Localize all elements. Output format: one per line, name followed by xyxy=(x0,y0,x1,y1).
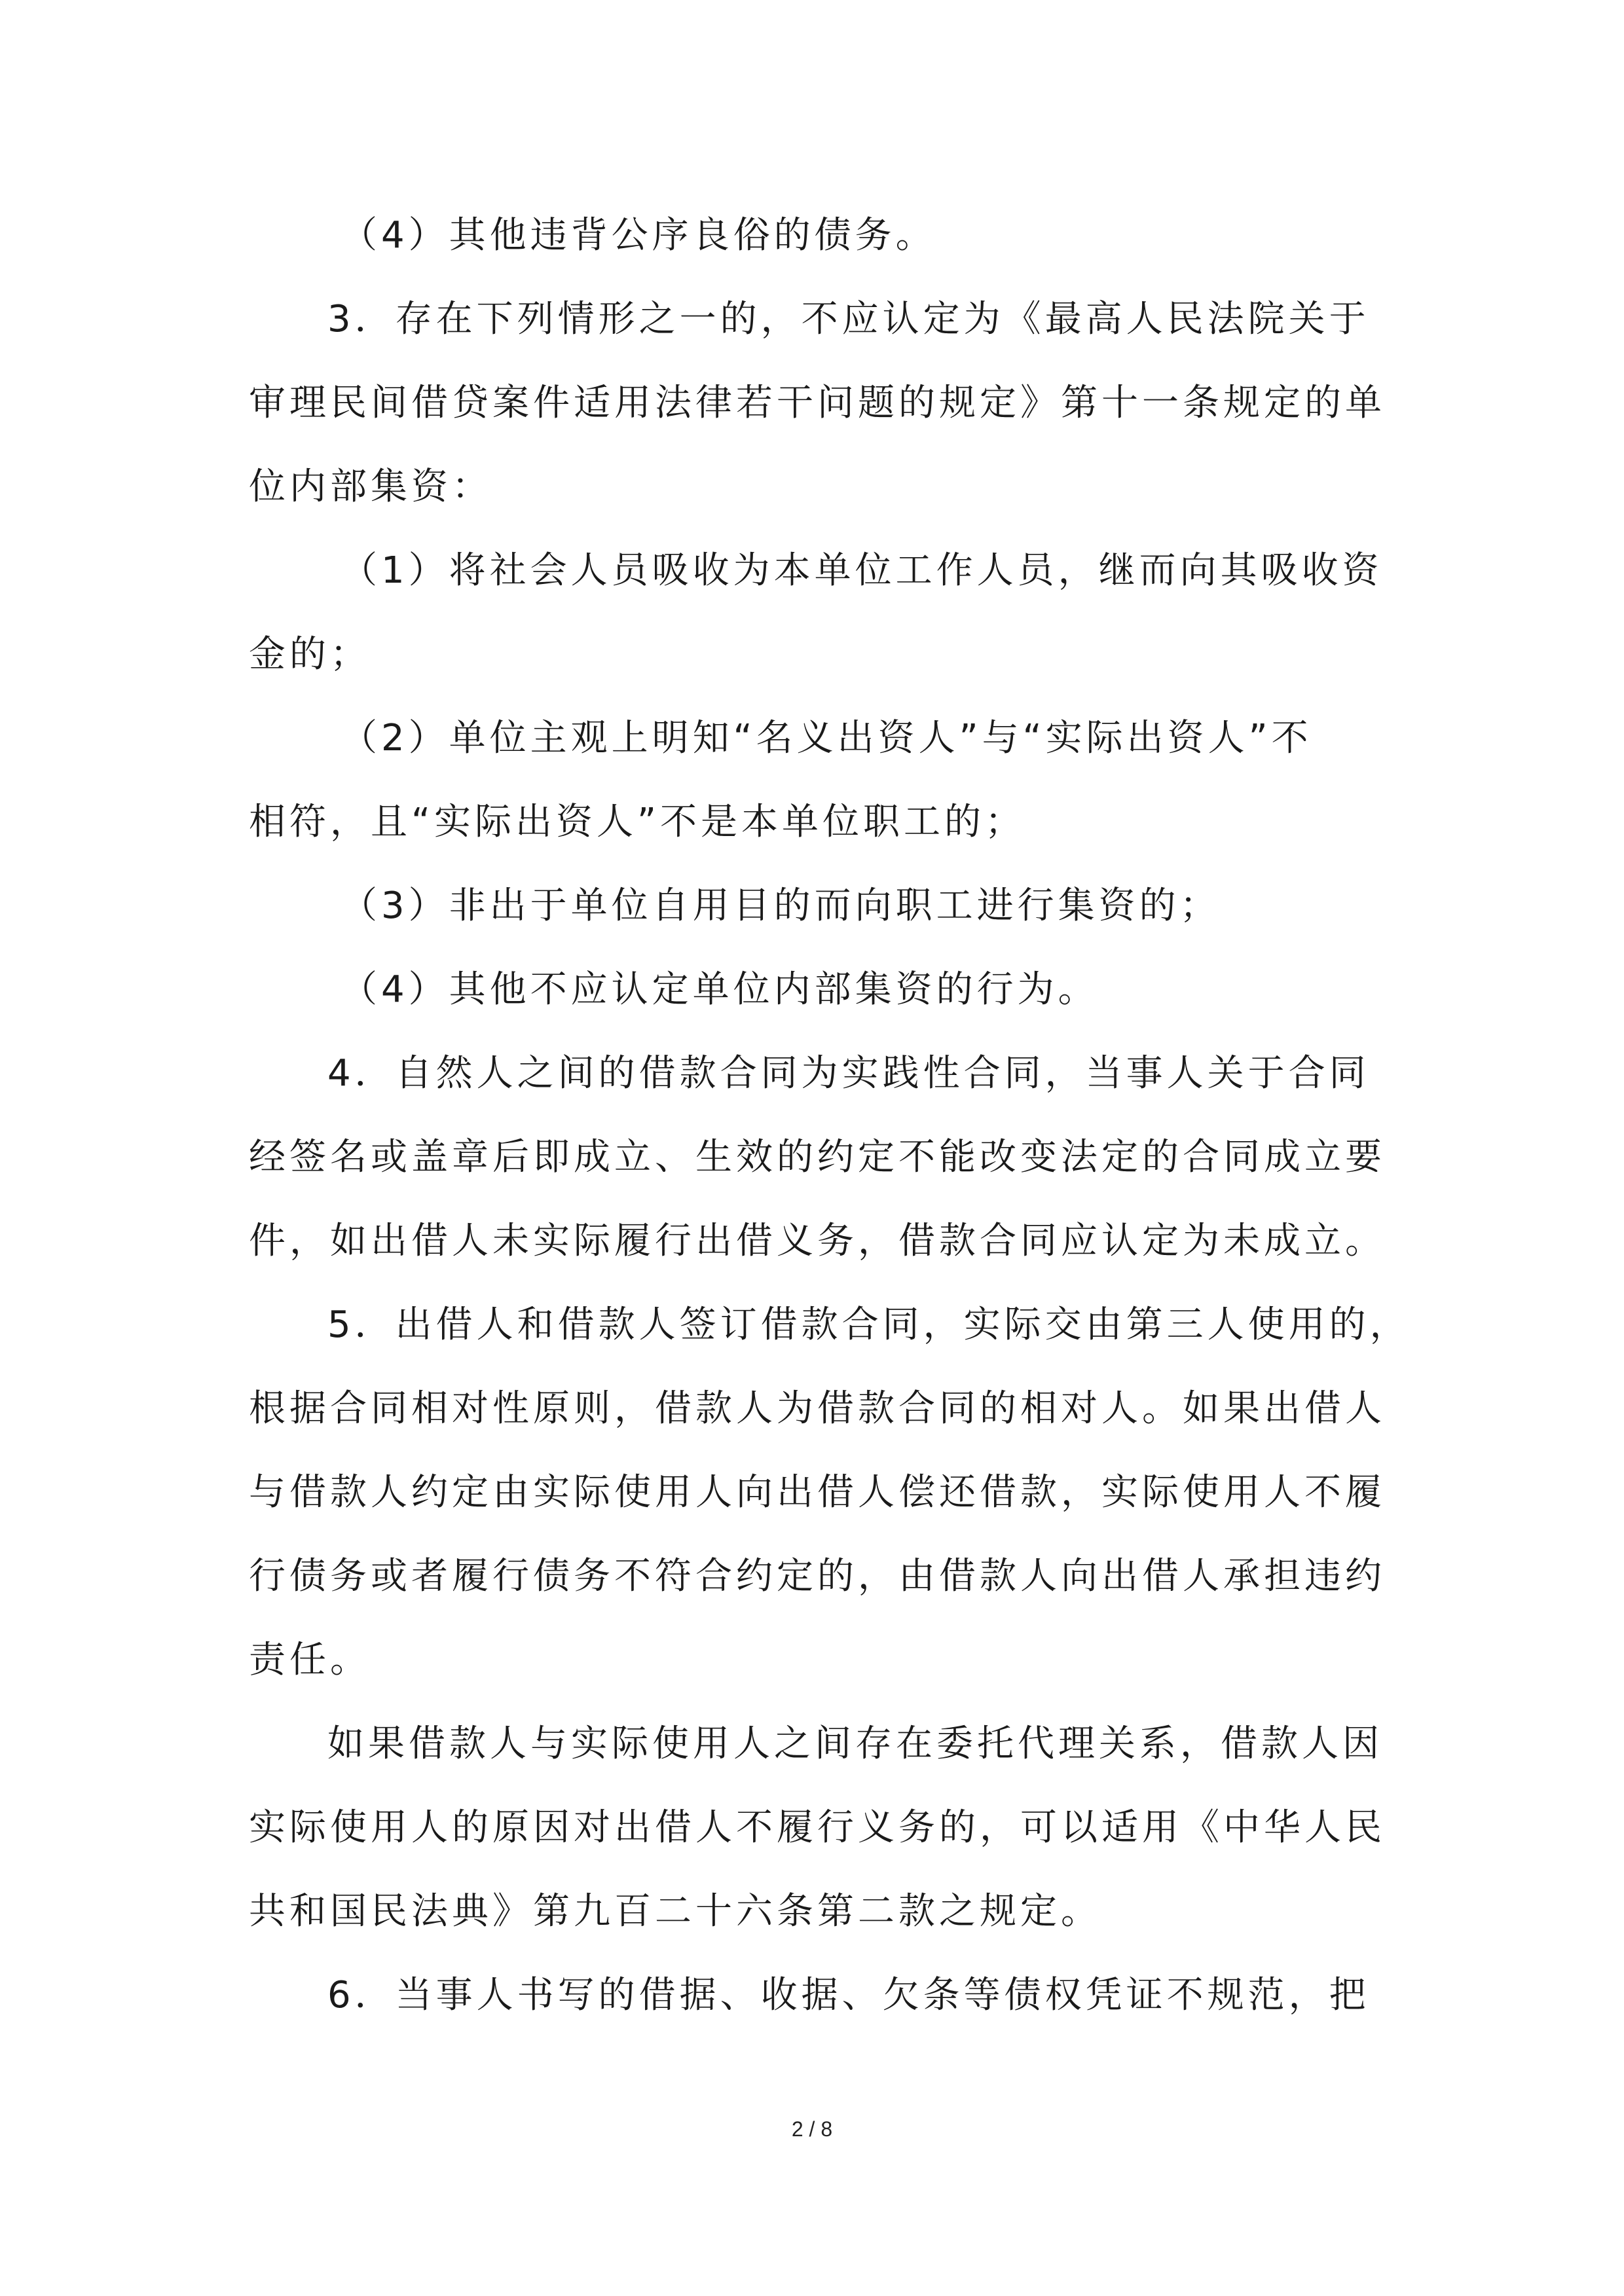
text-line: 责任。 xyxy=(249,1639,371,1681)
text-line: 金的； xyxy=(249,633,371,676)
text-line: 件，如出借人未实际履行出借义务，借款合同应认定为未成立。 xyxy=(249,1220,1386,1262)
text-line: 4．自然人之间的借款合同为实践性合同，当事人关于合同 xyxy=(327,1052,1370,1095)
text-line: 6．当事人书写的借据、收据、欠条等债权凭证不规范，把 xyxy=(327,1974,1370,2016)
text-line: 审理民间借贷案件适用法律若干问题的规定》第十一条规定的单 xyxy=(249,382,1386,424)
text-line: 与借款人约定由实际使用人向出借人偿还借款，实际使用人不履 xyxy=(249,1471,1386,1514)
text-line: 如果借款人与实际使用人之间存在委托代理关系，借款人因 xyxy=(327,1722,1383,1765)
text-line: （2）单位主观上明知“名义出资人”与“实际出资人”不 xyxy=(341,717,1312,759)
text-line: （4）其他不应认定单位内部集资的行为。 xyxy=(341,968,1099,1011)
text-line: 5．出借人和借款人签订借款合同，实际交由第三人使用的， xyxy=(327,1303,1411,1346)
text-line: 根据合同相对性原则，借款人为借款合同的相对人。如果出借人 xyxy=(249,1387,1386,1430)
text-line: 位内部集资： xyxy=(249,465,492,508)
text-line: （4）其他违背公序良俗的债务。 xyxy=(341,214,936,257)
text-line: 相符，且“实际出资人”不是本单位职工的； xyxy=(249,801,1026,843)
text-line: 共和国民法典》第九百二十六条第二款之规定。 xyxy=(249,1890,1101,1933)
text-line: 实际使用人的原因对出借人不履行义务的，可以适用《中华人民 xyxy=(249,1806,1386,1849)
text-line: （3）非出于单位自用目的而向职工进行集资的； xyxy=(341,884,1221,927)
text-line: 3．存在下列情形之一的，不应认定为《最高人民法院关于 xyxy=(327,298,1370,340)
text-line: （1）将社会人员吸收为本单位工作人员，继而向其吸收资 xyxy=(341,549,1383,592)
text-line: 经签名或盖章后即成立、生效的约定不能改变法定的合同成立要 xyxy=(249,1136,1386,1178)
text-line: 行债务或者履行债务不符合约定的，由借款人向出借人承担违约 xyxy=(249,1555,1386,1597)
page-number: 2 / 8 xyxy=(791,2117,833,2141)
